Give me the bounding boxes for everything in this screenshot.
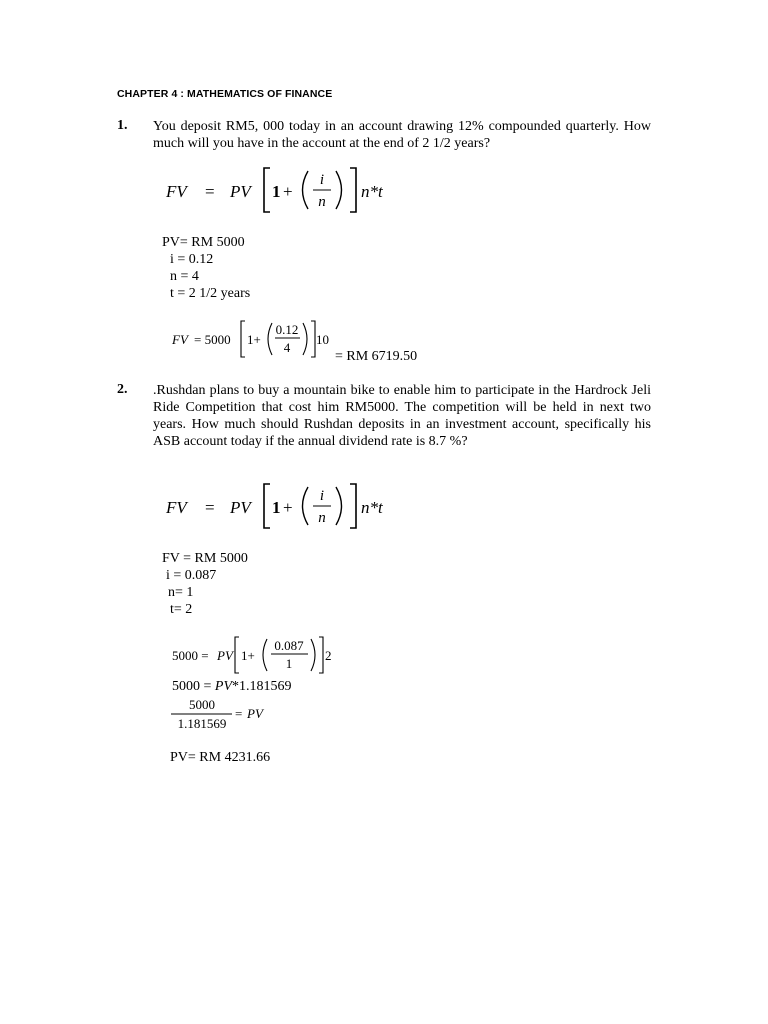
q2-given-i: i = 0.087 [166,568,217,583]
step2-pre: 5000 = [172,679,212,694]
sub-left-bracket [241,321,245,357]
q1-given-i: i = 0.12 [170,252,214,267]
q1-given-pv: PV= RM 5000 [162,235,245,250]
frac-num: 5000 [189,697,215,712]
right-bracket [350,484,356,528]
q1-result: = RM 6719.50 [335,349,418,364]
formula-num: i [319,172,325,188]
step2-pv: PV [214,679,233,694]
question-1-text: You deposit RM5, 000 today in an account drawing 12% compounded quarterly. How much will you have in the account at the end of 2 1/2 years? [153,119,651,151]
formula-equals: = [205,182,215,201]
sub-right-paren [303,323,307,355]
formula-plus: + [283,498,293,517]
sub-right-paren [311,639,315,671]
q2-substitution [168,634,343,676]
q1-given-n: n = 4 [170,269,199,284]
sub-pv: PV [217,648,233,663]
q2-step-3-fraction [168,694,278,734]
q1-substitution [168,318,338,360]
left-paren [303,487,309,525]
formula-one: 1 [272,182,281,201]
sub-lhs: 5000 = [172,648,209,663]
right-paren [336,487,342,525]
question-1-number: 1. [117,118,128,133]
formula-plus: + [283,182,293,201]
left-bracket [264,484,270,528]
sub-one-plus: 1+ [247,332,261,347]
q2-given-n: n= 1 [168,585,194,600]
sub-num: 0.12 [275,322,299,337]
sub-num: 0.087 [274,638,304,653]
formula-one: 1 [272,498,281,517]
right-bracket [350,168,356,212]
fv-formula-2 [160,480,410,534]
sub-exp: 10 [316,332,329,347]
chapter-heading: CHAPTER 4 : MATHEMATICS OF FINANCE [117,88,333,100]
sub-right-bracket [311,321,315,357]
question-2-number: 2. [117,382,128,397]
formula-den: n [318,194,326,210]
formula-tail: n*t [361,182,383,201]
sub-den: 1 [285,656,293,671]
formula-lhs: FV [166,182,187,201]
q1-given-t: t = 2 1/2 years [170,286,251,301]
left-bracket [264,168,270,212]
q2-answer: PV= RM 4231.66 [170,750,271,765]
formula-pv: PV [230,182,251,201]
frac-pv: PV [247,706,263,721]
formula-lhs: FV [166,498,187,517]
formula-tail: n*t [361,498,383,517]
sub-eq-value: = 5000 [194,332,231,347]
formula-num: i [319,488,325,504]
sub-right-bracket [319,637,323,673]
frac-den: 1.181569 [177,716,227,731]
sub-left-paren [263,639,267,671]
sub-one-plus: 1+ [241,648,255,663]
q2-given-fv: FV = RM 5000 [162,551,248,566]
formula-equals: = [205,498,215,517]
fv-formula-1 [160,164,410,218]
sub-exp: 2 [325,648,332,663]
question-2-text: .Rushdan plans to buy a mountain bike to enable him to participate in the Hardrock Jeli Ride Competition that cost him RM5000. The competition will be held in next two years. How much should Rushdan deposits in an investment account, specifically his ASB account today if the annual dividend rate is 8.7 %? [153,383,651,449]
formula-pv: PV [230,498,251,517]
left-paren [303,171,309,209]
sub-left-paren [268,323,272,355]
formula-den: n [318,510,326,526]
step2-post: *1.181569 [232,679,292,694]
sub-den: 4 [283,340,291,355]
right-paren [336,171,342,209]
frac-eq: = [235,706,243,721]
q2-given-t: t= 2 [170,602,193,617]
sub-left-bracket [235,637,239,673]
q2-step-2 [172,678,292,695]
sub-lhs: FV [172,332,188,347]
